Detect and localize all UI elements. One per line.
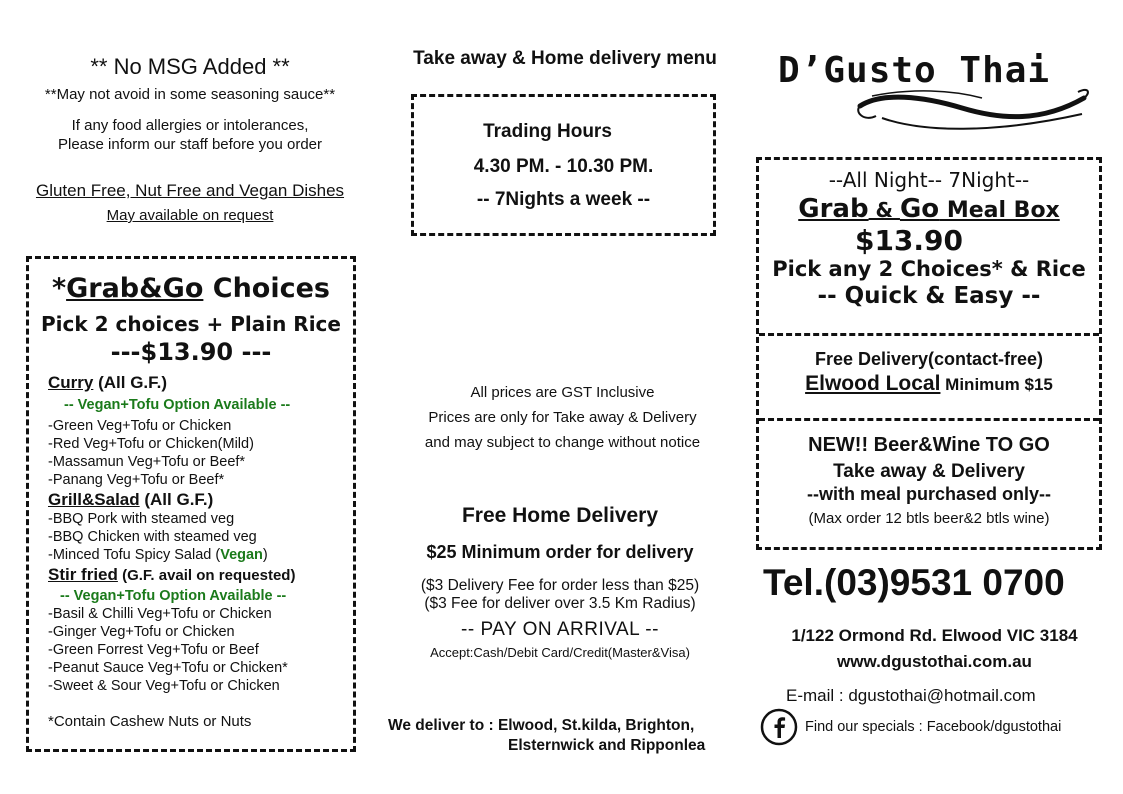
stir-vegan-note: -- Vegan+Tofu Option Available -- — [60, 588, 287, 604]
meal-box-title-a: Grab — [798, 194, 869, 224]
prices-notice — [395, 380, 730, 455]
choices-title-main: Grab&Go — [66, 273, 204, 304]
elwood-local: Elwood Local — [805, 372, 941, 395]
list-item-vegan — [48, 546, 353, 564]
allergy-line-1: If any food allergies or intolerances, — [71, 117, 309, 134]
list-item: -Red Veg+Tofu or Chicken(Mild) — [48, 436, 254, 452]
curry-vegan-note: -- Vegan+Tofu Option Available -- — [64, 397, 291, 413]
delivery-section — [390, 504, 730, 660]
stir-heading-label: Stir fried — [48, 565, 118, 584]
vegan-word: Vegan — [220, 547, 263, 563]
delivery-fee-2: ($3 Fee for deliver over 3.5 Km Radius) — [424, 595, 696, 612]
pay-on-arrival: -- PAY ON ARRIVAL -- — [461, 619, 659, 640]
free-delivery-title: Free Delivery(contact-free) — [814, 349, 1044, 369]
list-item: -Sweet & Sour Veg+Tofu or Chicken — [48, 678, 280, 694]
facebook-text: Find our specials : Facebook/dgustothai — [805, 719, 1062, 735]
meal-box-title-d: Meal Box — [939, 198, 1060, 223]
list-item: -BBQ Pork with steamed veg — [48, 511, 235, 527]
notice-section — [10, 54, 370, 224]
dietary-heading: Gluten Free, Nut Free and Vegan Dishes — [35, 181, 345, 200]
prices-line-1: All prices are GST Inclusive — [470, 384, 655, 401]
deliver-areas-1: Elwood, St.kilda, Brighton, — [497, 717, 695, 734]
meal-box-line-1: --All Night-- 7Night-- — [828, 168, 1030, 192]
curry-heading — [48, 372, 353, 394]
deliver-label: We deliver to : — [388, 717, 498, 734]
choices-title-star: * — [51, 273, 67, 304]
meal-box-pick: Pick any 2 Choices* & Rice — [772, 257, 1086, 281]
beer-wine-line-3: (Max order 12 btls beer&2 btls wine) — [808, 510, 1050, 527]
flourish-ornament — [852, 88, 1092, 138]
beer-wine-title: NEW!! Beer&Wine TO GO — [808, 434, 1050, 456]
no-msg-heading: ** No MSG Added ** — [90, 54, 290, 79]
prices-line-2: Prices are only for Take away & Delivery — [428, 409, 697, 426]
facebook-icon[interactable] — [760, 708, 798, 746]
list-item: -Green Veg+Tofu or Chicken — [48, 418, 232, 434]
nuts-footnote: *Contain Cashew Nuts or Nuts — [48, 713, 252, 730]
list-item: -Ginger Veg+Tofu or Chicken — [48, 624, 235, 640]
telephone[interactable]: Tel.(03)9531 0700 — [763, 562, 1065, 603]
list-item: -Basil & Chilli Veg+Tofu or Chicken — [48, 606, 272, 622]
msg-note: **May not avoid in some seasoning sauce** — [44, 86, 336, 103]
menu-list — [29, 372, 353, 731]
vegan-close: ) — [262, 547, 268, 563]
grill-heading — [48, 489, 353, 510]
choices-title — [29, 273, 353, 304]
meal-box-title — [759, 194, 1099, 224]
brand-logo-text: D’Gusto Thai — [778, 50, 1051, 91]
delivery-fee-1: ($3 Delivery Fee for order less than $25) — [420, 577, 700, 594]
delivery-areas-line-2: Elsternwick and Ripponlea — [508, 737, 706, 754]
delivery-areas — [388, 716, 738, 756]
beer-wine-line-2: --with meal purchased only-- — [806, 484, 1052, 504]
choices-subtitle: Pick 2 choices + Plain Rice — [41, 312, 341, 336]
trading-hours-box — [411, 94, 716, 236]
list-item: -Panang Veg+Tofu or Beef* — [48, 472, 225, 488]
grill-tag: (All G.F.) — [139, 490, 214, 509]
divider — [759, 418, 1099, 421]
meal-box-panel — [756, 157, 1102, 550]
stir-tag: (G.F. avail on requested) — [117, 567, 296, 584]
list-item: -Massamun Veg+Tofu or Beef* — [48, 454, 246, 470]
beer-wine-line-1: Take away & Delivery — [833, 461, 1025, 482]
email-link[interactable]: E-mail : dgustothai@hotmail.com — [786, 686, 1036, 705]
vegan-item-text: -Minced Tofu Spicy Salad ( — [48, 547, 221, 563]
days-value: -- 7Nights a week -- — [476, 189, 651, 210]
menu-title: Take away & Home delivery menu — [413, 48, 717, 69]
meal-box-title-c: Go — [899, 194, 940, 224]
local-minimum: Minimum $15 — [940, 375, 1053, 394]
allergy-line-2: Please inform our staff before you order — [57, 136, 323, 153]
meal-box-quick: -- Quick & Easy -- — [817, 283, 1041, 309]
payment-methods: Accept:Cash/Debit Card/Credit(Master&Visa) — [430, 645, 690, 660]
list-item: -BBQ Chicken with steamed veg — [48, 529, 257, 545]
beer-wine-section — [759, 422, 1099, 527]
delivery-minimum: $25 Minimum order for delivery — [426, 542, 694, 562]
choices-title-rest: Choices — [203, 273, 331, 304]
grab-and-go-choices-box — [26, 256, 356, 752]
delivery-areas-line-1 — [388, 716, 738, 736]
hours-title: Trading Hours — [483, 121, 612, 142]
grill-heading-label: Grill&Salad — [48, 490, 140, 509]
delivery-title: Free Home Delivery — [461, 504, 659, 527]
meal-box-price: $13.90 — [854, 224, 964, 257]
dietary-note: May available on request — [106, 207, 274, 224]
website-link[interactable]: www.dgustothai.com.au — [837, 652, 1032, 671]
meal-box-section — [759, 160, 1099, 335]
hours-value: 4.30 PM. - 10.30 PM. — [473, 156, 654, 177]
address: 1/122 Ormond Rd. Elwood VIC 3184 — [791, 626, 1078, 645]
stir-heading — [48, 564, 353, 586]
free-delivery-section — [759, 336, 1099, 420]
curry-tag: (All G.F.) — [93, 373, 168, 392]
free-delivery-local — [759, 372, 1099, 396]
prices-line-3: and may subject to change without notice — [424, 434, 701, 451]
list-item: -Peanut Sauce Veg+Tofu or Chicken* — [48, 660, 288, 676]
choices-price: ---$13.90 --- — [110, 338, 272, 366]
meal-box-title-b: & — [868, 198, 900, 222]
facebook-row[interactable] — [760, 708, 1110, 748]
curry-heading-label: Curry — [48, 373, 94, 392]
list-item: -Green Forrest Veg+Tofu or Beef — [48, 642, 259, 658]
